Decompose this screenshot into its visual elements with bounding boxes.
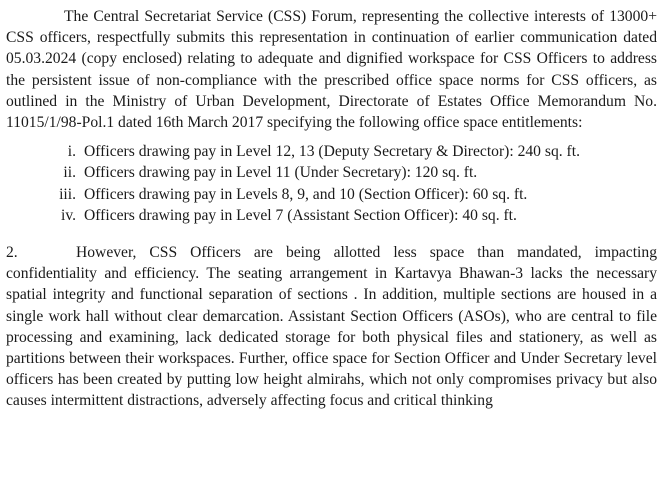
list-item-number: ii. [63,164,76,182]
list-item-text: Officers drawing pay in Level 11 (Under Secretary): 120 sq. ft. [84,164,478,182]
list-item-text: Officers drawing pay in Level 12, 13 (Deputy Secretary & Director): 240 sq. ft. [84,143,580,161]
entitlements-list [6,141,657,226]
list-item-number: iii. [59,185,76,203]
list-item [6,184,657,205]
paragraph-2-text: However, CSS Officers are being allotted less space than mandated, impacting confidentiality and efficiency. The seating arrangement in Kartavya Bhawan-3 lacks the necessary spatial integrity and functional separation of sections . In addition, multiple sections are housed in a single work hall without clear demarcation. Assistant Section Officers (ASOs), who are central to file processing and examining, lack dedicated storage for both physical files and stationery, as well as partitions between their workspaces. Further, office space for Section Officer and Under Secretary level officers has been created by putting low height almirahs, which not only compromises privacy but also causes intermittent distractions, adversely affecting focus and critical thinking [6,244,657,410]
list-item [6,141,657,162]
list-item [6,205,657,226]
paragraph-1: The Central Secretariat Service (CSS) Forum, representing the collective interests of 13000+ CSS officers, respectfully submits this representation in continuation of earlier communication dated 05.03.2024 (copy enclosed) relating to adequate and dignified workspace for CSS Officers to address the persistent issue of non-compliance with the prescribed office space norms for CSS officers, as outlined in the Ministry of Urban Development, Directorate of Estates Office Memorandum No. 11015/1/98-Pol.1 dated 16th March 2017 specifying the following office space entitlements: [6,8,657,132]
list-item [6,162,657,183]
list-item-number: iv. [60,206,76,224]
paragraph-2 [6,242,657,412]
list-item-text: Officers drawing pay in Level 7 (Assistant Section Officer): 40 sq. ft. [84,206,517,224]
list-item-text: Officers drawing pay in Levels 8, 9, and 10 (Section Officer): 60 sq. ft. [84,185,528,203]
document-page [6,6,657,412]
list-item-number: i. [67,143,76,161]
paragraph-2-number: 2. [6,244,18,262]
